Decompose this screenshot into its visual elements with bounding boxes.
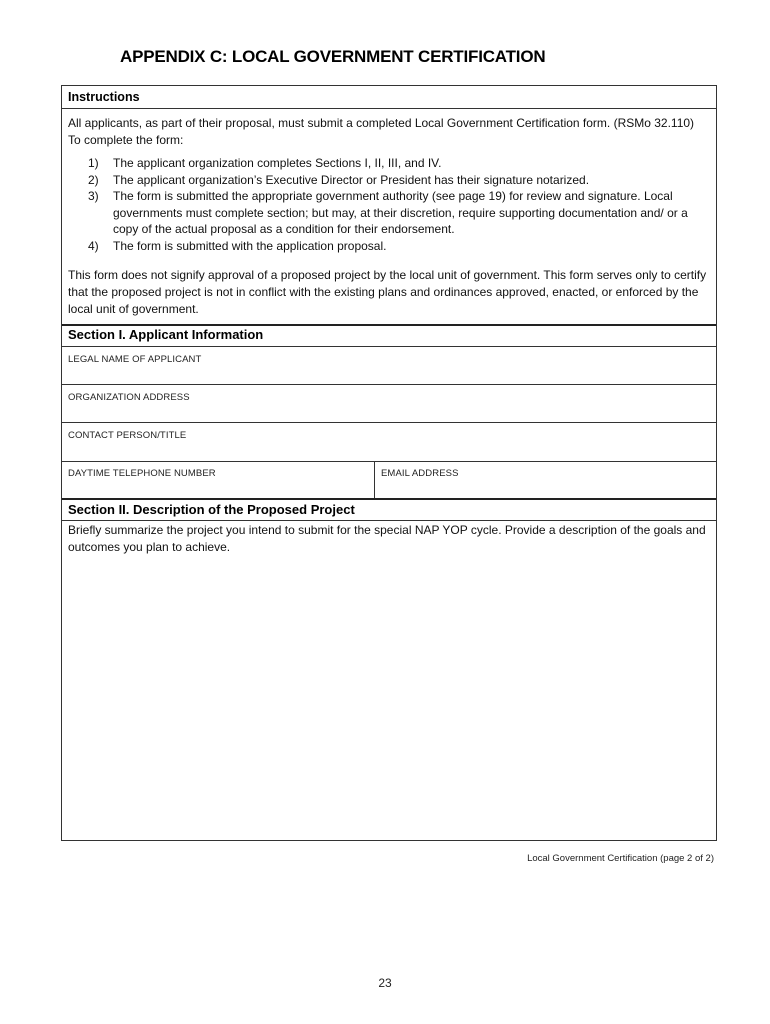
divider — [62, 422, 716, 423]
contact-label: CONTACT PERSON/TITLE — [68, 430, 187, 441]
email-label: EMAIL ADDRESS — [381, 468, 459, 479]
list-item — [68, 172, 708, 189]
divider — [62, 324, 716, 326]
page-title: APPENDIX C: LOCAL GOVERNMENT CERTIFICATION — [120, 47, 546, 66]
footer-note: Local Government Certification (page 2 of 2) — [527, 853, 714, 864]
address-label: ORGANIZATION ADDRESS — [68, 392, 190, 403]
step-number: 4) — [88, 238, 99, 253]
instructions-intro: All applicants, as part of their proposal, must submit a completed Local Government Certification form. (RSMo 32.110) To complete the form: — [68, 116, 695, 147]
instructions-heading: Instructions — [68, 90, 140, 104]
divider — [62, 384, 716, 385]
divider — [62, 498, 716, 500]
list-item — [68, 238, 708, 255]
instructions-steps — [68, 155, 708, 254]
divider — [62, 346, 716, 347]
list-item — [68, 188, 708, 238]
step-number: 3) — [88, 189, 99, 203]
divider — [62, 108, 716, 109]
step-text: The form is submitted the appropriate government authority (see page 19) for review and signature. Local governments must complete section; but may, at their discretion, require supporting documentation and/ or a copy of the actual proposal as a condition for their endorsement. — [113, 189, 688, 236]
page-number: 23 — [378, 976, 392, 990]
section1-heading: Section I. Applicant Information — [68, 327, 264, 342]
certification-form — [61, 85, 717, 841]
step-number: 1) — [88, 156, 99, 170]
legal-name-label: LEGAL NAME OF APPLICANT — [68, 354, 202, 365]
divider — [62, 520, 716, 521]
step-text: The applicant organization completes Sections I, II, III, and IV. — [113, 156, 442, 170]
section2-heading: Section II. Description of the Proposed Project — [68, 502, 355, 517]
field-separator — [374, 461, 375, 499]
step-text: The applicant organization’s Executive Director or President has their signature notarized. — [113, 172, 590, 187]
instructions-note: This form does not signify approval of a proposed project by the local unit of government. This form serves only to certify that the proposed project is not in conflict with the existing plans and ordinances approved, enacted, or enforced by the local unit of government. — [68, 268, 707, 316]
step-number: 2) — [88, 172, 99, 187]
section2-prompt: Briefly summarize the project you intend to submit for the special NAP YOP cycle. Provide a description of the goals and outcomes you plan to achieve. — [68, 523, 706, 554]
phone-label: DAYTIME TELEPHONE NUMBER — [68, 468, 216, 479]
list-item — [68, 155, 708, 172]
step-text: The form is submitted with the application proposal. — [113, 238, 387, 253]
divider — [62, 461, 716, 462]
